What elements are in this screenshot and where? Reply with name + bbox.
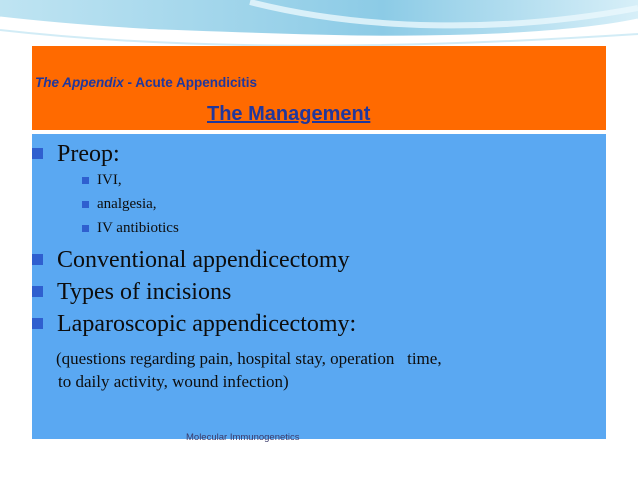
bullet-text: analgesia, bbox=[97, 196, 157, 212]
note-paragraph bbox=[56, 347, 596, 393]
bullet-text: IV antibiotics bbox=[97, 220, 179, 236]
title-banner bbox=[32, 46, 606, 130]
bullet-text: Preop: bbox=[57, 141, 120, 167]
bullet-icon bbox=[32, 318, 43, 329]
bullet-icon bbox=[32, 148, 43, 159]
bullet-icon bbox=[82, 177, 89, 184]
slide-title: The Management bbox=[207, 103, 371, 125]
bullet-text: Conventional appendicectomy bbox=[57, 247, 350, 273]
course-title bbox=[35, 75, 257, 90]
bullet-icon bbox=[32, 254, 43, 265]
footer-text: Molecular Immunogenetics bbox=[186, 432, 300, 443]
bullet-text: Laparoscopic appendicectomy: bbox=[57, 311, 357, 337]
sub-bullet-item-analgesia bbox=[82, 196, 157, 213]
bullet-icon bbox=[82, 201, 89, 208]
sub-bullet-item-antibiotics bbox=[82, 220, 179, 237]
bullet-item-incisions bbox=[32, 279, 231, 306]
note-line: to daily activity, wound infection) bbox=[58, 372, 289, 391]
bullet-icon bbox=[32, 286, 43, 297]
course-title-topic: The Appendix bbox=[35, 75, 124, 90]
bullet-text: Types of incisions bbox=[57, 279, 232, 305]
bullet-item-conventional bbox=[32, 247, 350, 274]
bullet-icon bbox=[82, 225, 89, 232]
content-panel bbox=[32, 134, 606, 443]
sub-bullet-item-ivi bbox=[82, 172, 122, 189]
bullet-item-laparoscopic bbox=[32, 311, 356, 338]
bullet-item-preop bbox=[32, 141, 120, 168]
note-line: (questions regarding pain, hospital stay, operation time, bbox=[56, 349, 442, 368]
course-title-subtopic: - Acute Appendicitis bbox=[123, 75, 258, 90]
bullet-text: IVI, bbox=[97, 172, 122, 188]
